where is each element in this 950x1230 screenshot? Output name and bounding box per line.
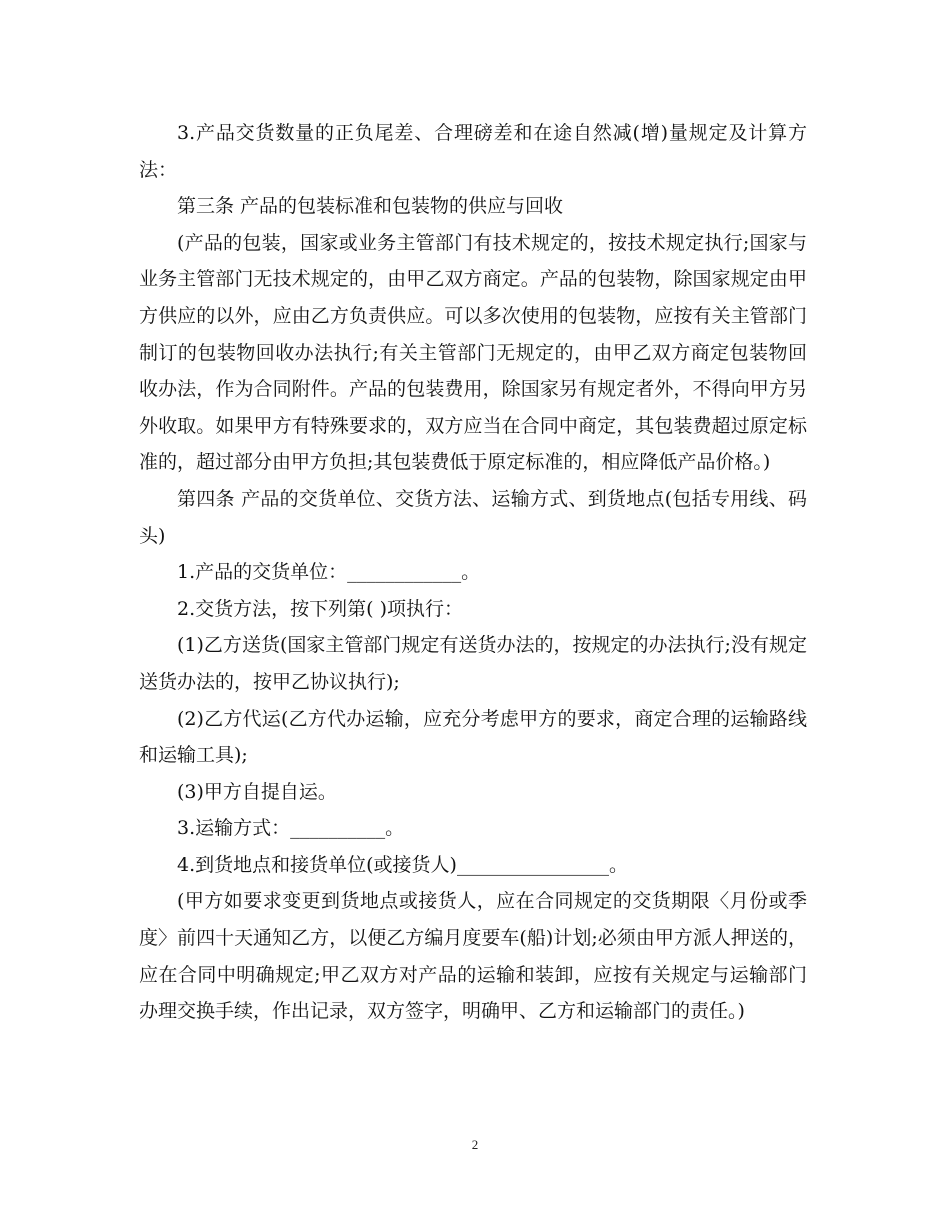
- paragraph-transport-mode: 3.运输方式：__________。: [177, 817, 405, 840]
- page-number: 2: [471, 1137, 479, 1152]
- paragraph-change-notice: (甲方如要求变更到货地点或接货人，应在合同规定的交货期限〈月份或季度〉前四十天通知乙方，以便乙方编月度要车(船)计划;必须由甲方派人押送的，应在合同中明确规定;甲乙双方对产品的运输和装卸，应按有关规定与运输部门办理交换手续，作出记录，双方签字，明确甲、乙方和运输部门的责任。): [139, 890, 807, 1023]
- article-4-heading: 第四条 产品的交货单位、交货方法、运输方式、到货地点(包括专用线、码头): [139, 487, 807, 547]
- paragraph-delivery-unit: 1.产品的交货单位：____________。: [177, 561, 481, 584]
- paragraph-option-3: (3)甲方自提自运。: [177, 780, 337, 803]
- document-body: [139, 115, 807, 1030]
- paragraph-delivery-method: 2.交货方法，按下列第( )项执行：: [177, 597, 463, 620]
- article-3-heading: 第三条 产品的包装标准和包装物的供应与回收: [177, 195, 564, 218]
- paragraph-option-1: (1)乙方送货(国家主管部门规定有送货办法的，按规定的办法执行;没有规定送货办法的，按甲乙协议执行);: [139, 634, 807, 693]
- paragraph-option-2: (2)乙方代运(乙方代办运输，应充分考虑甲方的要求，商定合理的运输路线和运输工具);: [139, 707, 807, 767]
- paragraph-packaging: (产品的包装，国家或业务主管部门有技术规定的，按技术规定执行;国家与业务主管部门无技术规定的，由甲乙双方商定。产品的包装物，除国家规定由甲方供应的以外，应由乙方负责供应。可以多次使用的包装物，应按有关主管部门制订的包装物回收办法执行;有关主管部门无规定的，由甲乙双方商定包装物回收办法，作为合同附件。产品的包装费用，除国家另有规定者外，不得向甲方另外收取。如果甲方有特殊要求的，双方应当在合同中商定，其包装费超过原定标准的，超过部分由甲方负担;其包装费低于原定标准的，相应降低产品价格。): [139, 231, 807, 474]
- paragraph-destination: 4.到货地点和接货单位(或接货人)________________。: [177, 853, 628, 876]
- paragraph-quantity-tolerance: 3.产品交货数量的正负尾差、合理磅差和在途自然减(增)量规定及计算方法：: [139, 122, 807, 181]
